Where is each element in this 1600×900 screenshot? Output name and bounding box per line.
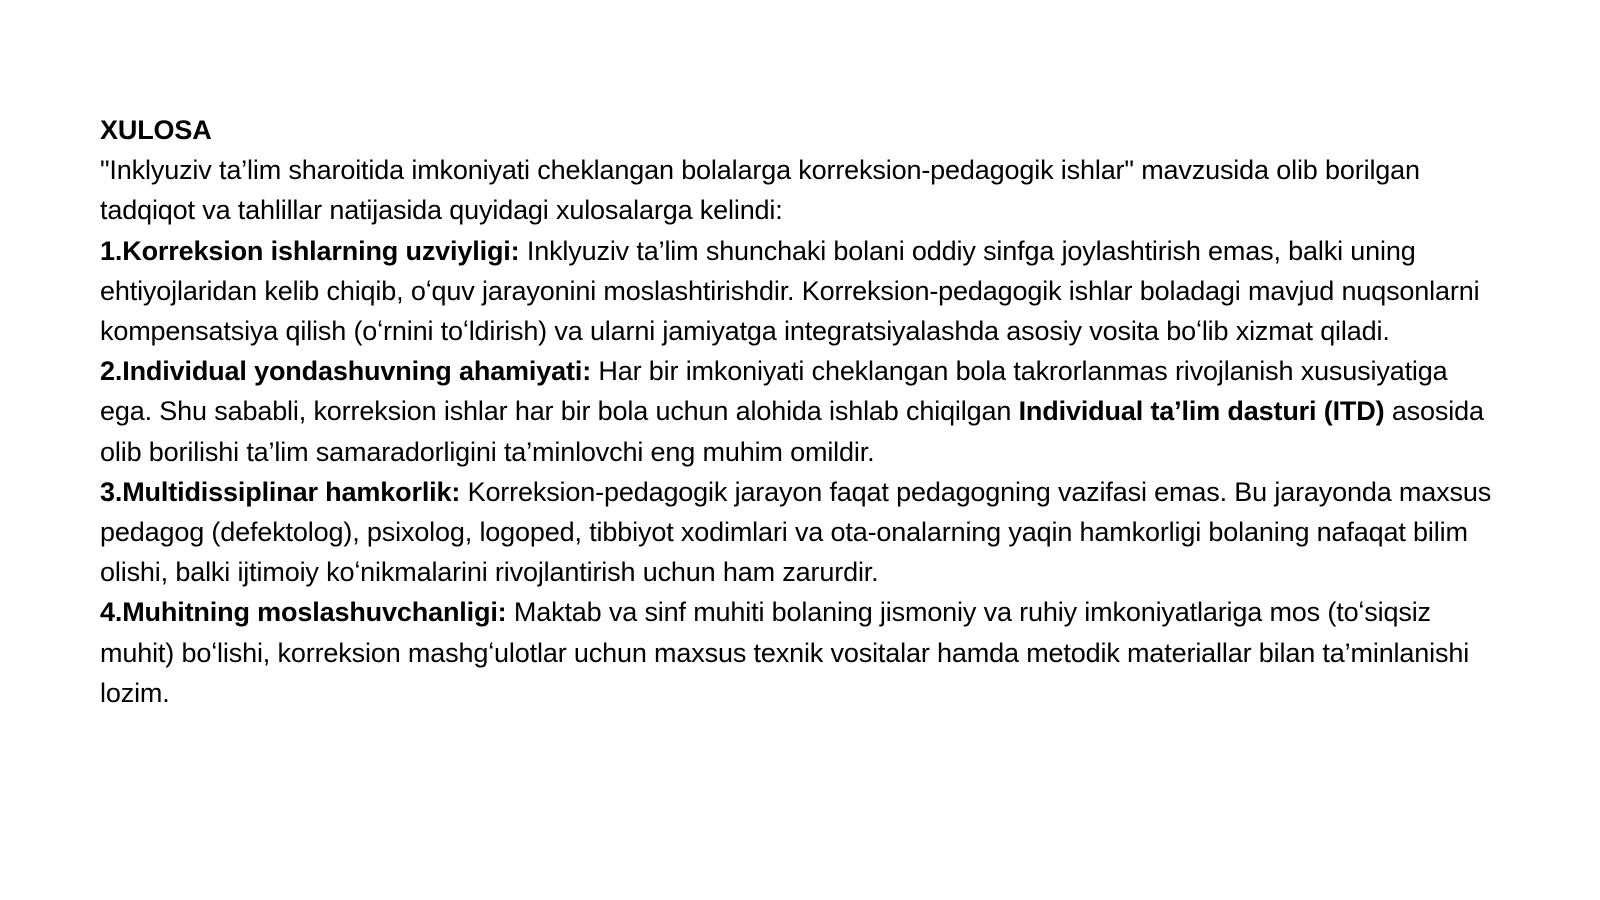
point-text: Har bir imkoniyati cheklangan bola takrorlanmas rivojlanish xususiyatiga ega. Shu sababli, korreksion ishlar har bir bola uchun alohida ishlab chiqilgan	[100, 356, 1448, 427]
conclusion-point-2	[100, 351, 1505, 472]
point-text: Korreksion-pedagogik jarayon faqat pedagogning vazifasi emas. Bu jarayonda maxsus pedagog (defektolog), psixolog, logoped, tibbiyot xodimlari va ota-onalarning yaqin hamkorligi bolaning nafaqat bilim olishi, balki ijtimoiy koʻnikmalarini rivojlantirish uchun ham zarurdir.	[100, 476, 1492, 588]
point-text: Maktab va sinf muhiti bolaning jismoniy va ruhiy imkoniyatlariga mos (toʻsiqsiz muhit) boʻlishi, korreksion mashgʻulotlar uchun maxsus texnik vositalar hamda metodik materiallar bilan ta’minlanishi lozim.	[100, 597, 1470, 708]
point-heading: 2.Individual yondashuvning ahamiyati:	[100, 356, 592, 387]
slide-content	[100, 110, 1505, 713]
point-heading: 4.Muhitning moslashuvchanligi:	[100, 597, 507, 628]
conclusion-point-1	[100, 231, 1505, 352]
point-heading: 3.Multidissiplinar hamkorlik:	[100, 476, 461, 507]
point-heading: 1.Korreksion ishlarning uzviyligi:	[100, 235, 520, 266]
intro-paragraph: "Inklyuziv ta’lim sharoitida imkoniyati cheklangan bolalarga korreksion-pedagogik ishlar" mavzusida olib borilgan tadqiqot va tahlillar natijasida quyidagi xulosalarga kelindi:	[100, 155, 1420, 226]
point-text-end: asosida olib borilishi ta’lim samaradorligini ta’minlovchi eng muhim omildir.	[100, 396, 1484, 467]
point-emphasis: Individual ta’lim dasturi (ITD)	[1018, 396, 1385, 427]
slide-title: XULOSA	[100, 115, 212, 145]
conclusion-point-3	[100, 472, 1505, 593]
point-text: Inklyuziv ta’lim shunchaki bolani oddiy sinfga joylashtirish emas, balki uning ehtiyojlaridan kelib chiqib, oʻquv jarayonini moslashtirishdir. Korreksion-pedagogik ishlar boladagi mavjud nuqsonlarni kompensatsiya qilish (oʻrnini toʻldirish) va ularni jamiyatga integratsiyalashda asosiy vosita boʻlib xizmat qiladi.	[100, 235, 1480, 347]
conclusion-point-4	[100, 592, 1505, 713]
